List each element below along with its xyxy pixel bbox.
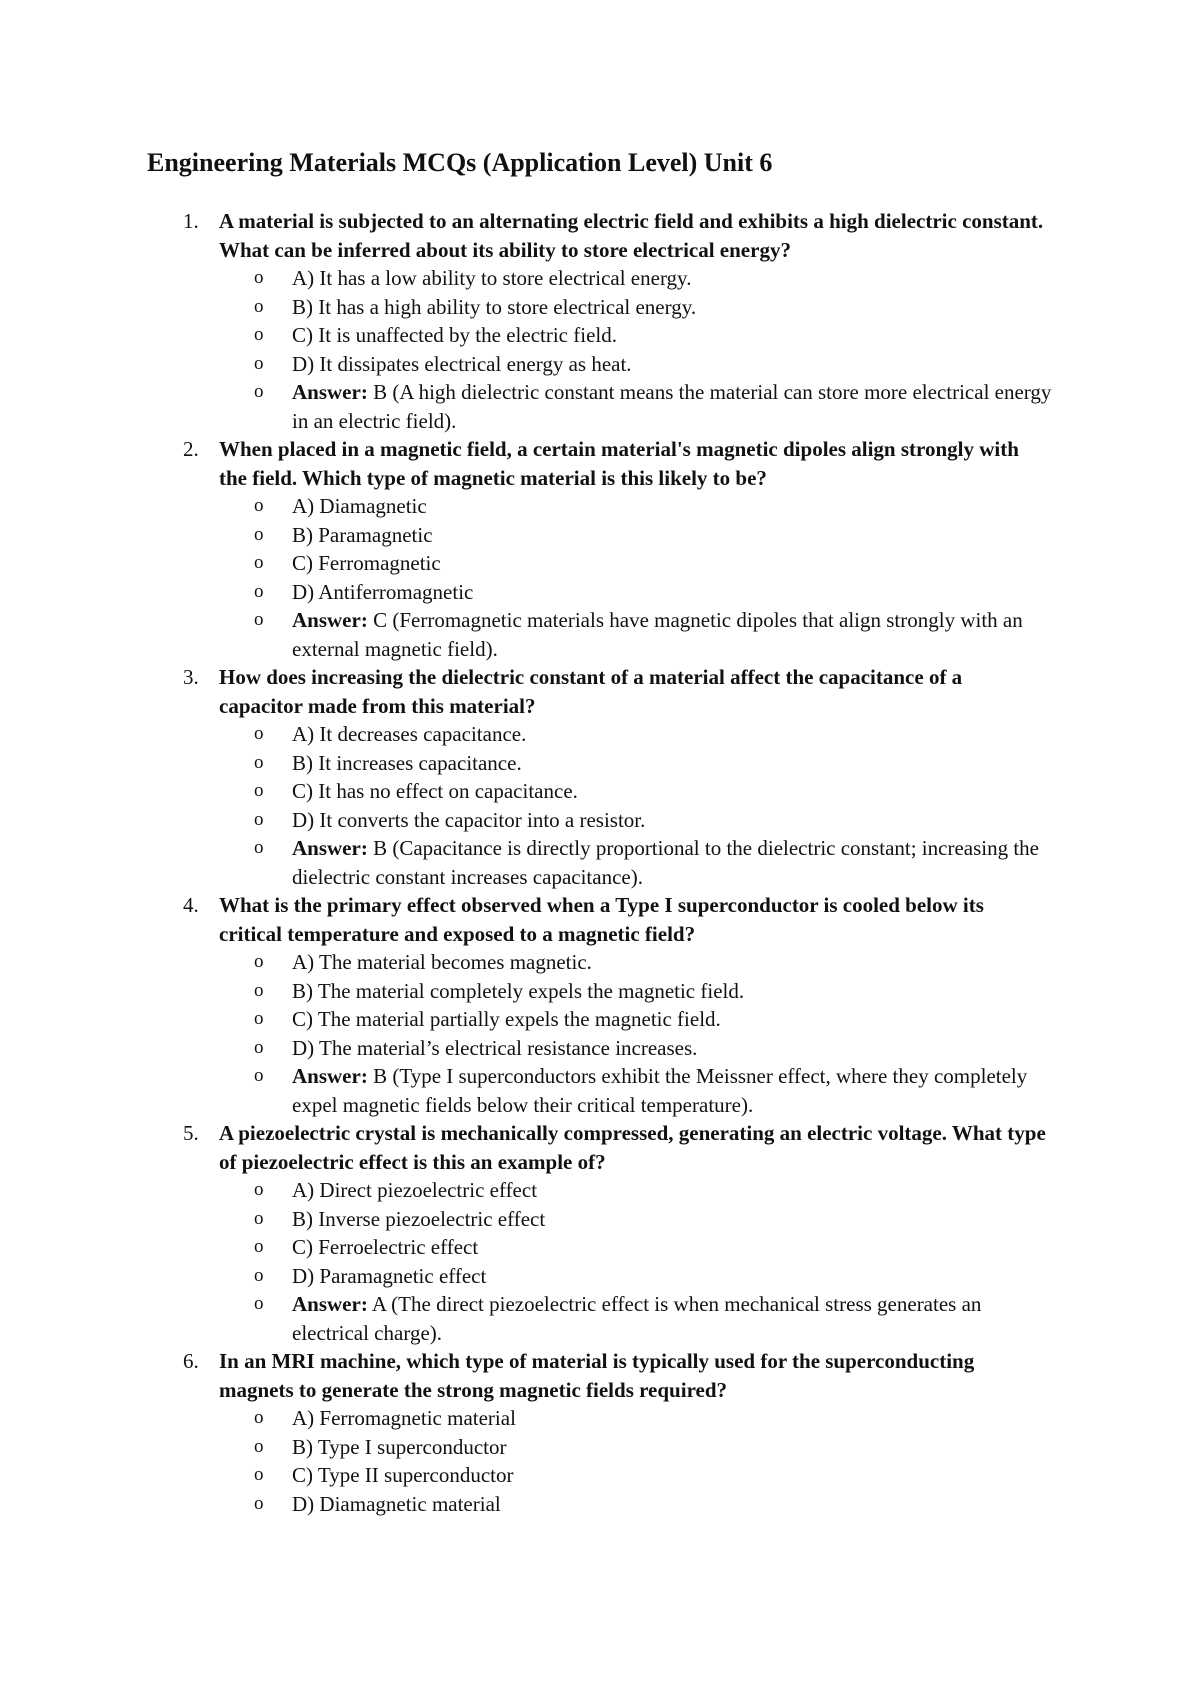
option-item: [254, 1034, 1052, 1063]
option-item: [254, 777, 1052, 806]
question-number: 3.: [183, 665, 199, 689]
answer-label: Answer:: [292, 380, 368, 404]
option-text: B) The material completely expels the magnetic field.: [292, 978, 745, 1003]
bullet-icon: o: [254, 552, 264, 573]
bullet-icon: o: [254, 1207, 264, 1229]
question-number: 4.: [183, 893, 199, 917]
bullet-icon: o: [254, 352, 264, 374]
option-item: [254, 1233, 1052, 1262]
option-item: [254, 549, 1052, 578]
bullet-icon: o: [254, 837, 264, 858]
option-item: [254, 321, 1052, 350]
option-text: C) The material partially expels the magnetic field.: [292, 1007, 721, 1031]
option-text: D) Diamagnetic material: [292, 1491, 501, 1516]
answer-text: C (Ferromagnetic materials have magnetic dipoles that align strongly with an external magnetic field).: [292, 608, 1023, 661]
question-number: 6.: [183, 1349, 199, 1373]
question-text: When placed in a magnetic field, a certain material's magnetic dipoles align strongly with the field. Which type of magnetic material is this likely to be?: [219, 437, 1019, 490]
option-text: C) Ferromagnetic: [292, 551, 441, 575]
answer-text: B (Capacitance is directly proportional to the dielectric constant; increasing the dielectric constant increases capacitance).: [292, 836, 1040, 889]
question-item: [0, 891, 1200, 1119]
option-text: B) It has a high ability to store electrical energy.: [292, 294, 697, 319]
answer-item: [254, 606, 1052, 663]
option-item: [254, 293, 1052, 322]
option-item: [254, 264, 1052, 293]
bullet-icon: o: [254, 295, 264, 317]
option-text: B) It increases capacitance.: [292, 750, 522, 775]
bullet-icon: o: [254, 1008, 264, 1029]
question-number: 1.: [183, 209, 199, 233]
bullet-icon: o: [254, 951, 264, 972]
question-item: [0, 1347, 1200, 1518]
bullet-icon: o: [254, 1492, 264, 1514]
bullet-icon: o: [254, 1293, 264, 1314]
bullet-icon: o: [254, 1179, 264, 1200]
option-text: B) Inverse piezoelectric effect: [292, 1206, 546, 1231]
option-text: D) It dissipates electrical energy as heat.: [292, 351, 632, 376]
bullet-icon: o: [254, 979, 264, 1001]
question-item: [0, 1119, 1200, 1347]
option-text: D) Antiferromagnetic: [292, 579, 474, 604]
option-text: A) Ferromagnetic material: [292, 1406, 516, 1430]
bullet-icon: o: [254, 381, 264, 402]
option-text: A) It decreases capacitance.: [292, 722, 527, 746]
option-text: A) Diamagnetic: [292, 494, 427, 518]
option-text: C) It has no effect on capacitance.: [292, 779, 578, 803]
option-text: D) It converts the capacitor into a resistor.: [292, 807, 646, 832]
option-item: [254, 749, 1052, 778]
bullet-icon: o: [254, 580, 264, 602]
option-list: [0, 1176, 1200, 1347]
option-text: A) It has a low ability to store electrical energy.: [292, 266, 692, 290]
bullet-icon: o: [254, 495, 264, 516]
answer-label: Answer:: [292, 1064, 368, 1088]
bullet-icon: o: [254, 808, 264, 830]
option-list: [0, 948, 1200, 1119]
option-list: [0, 492, 1200, 663]
option-item: [254, 1461, 1052, 1490]
answer-item: [254, 1062, 1052, 1119]
option-text: A) The material becomes magnetic.: [292, 950, 592, 974]
bullet-icon: o: [254, 267, 264, 288]
bullet-icon: o: [254, 324, 264, 345]
bullet-icon: o: [254, 1435, 264, 1457]
question-text: A piezoelectric crystal is mechanically compressed, generating an electric voltage. What type of piezoelectric effect is this an example of?: [219, 1121, 1046, 1174]
option-item: [254, 350, 1052, 379]
question-number: 2.: [183, 437, 199, 461]
question-number: 5.: [183, 1121, 199, 1145]
question-text: How does increasing the dielectric constant of a material affect the capacitance of a capacitor made from this material?: [219, 665, 963, 718]
option-item: [254, 1176, 1052, 1205]
question-item: [0, 663, 1200, 891]
bullet-icon: o: [254, 780, 264, 801]
option-item: [254, 1205, 1052, 1234]
option-text: B) Type I superconductor: [292, 1434, 507, 1459]
bullet-icon: o: [254, 523, 264, 545]
option-text: C) Type II superconductor: [292, 1463, 514, 1487]
option-list: [0, 720, 1200, 891]
bullet-icon: o: [254, 1464, 264, 1485]
option-item: [254, 1005, 1052, 1034]
question-text: What is the primary effect observed when a Type I superconductor is cooled below its critical temperature and exposed to a magnetic field?: [219, 893, 984, 946]
option-item: [254, 1262, 1052, 1291]
answer-item: [254, 834, 1052, 891]
answer-label: Answer:: [292, 1292, 368, 1316]
bullet-icon: o: [254, 1264, 264, 1286]
answer-label: Answer:: [292, 608, 368, 632]
option-text: C) It is unaffected by the electric field.: [292, 323, 617, 347]
question-text: In an MRI machine, which type of material is typically used for the superconducting magnets to generate the strong magnetic fields required?: [219, 1349, 975, 1402]
option-item: [254, 1433, 1052, 1462]
option-item: [254, 1490, 1052, 1519]
answer-item: [254, 378, 1052, 435]
option-item: [254, 492, 1052, 521]
document-title: Engineering Materials MCQs (Application Level) Unit 6: [147, 148, 773, 177]
option-list: [0, 1404, 1200, 1518]
question-item: [0, 207, 1200, 435]
answer-item: [254, 1290, 1052, 1347]
bullet-icon: o: [254, 723, 264, 744]
option-item: [254, 806, 1052, 835]
answer-text: A (The direct piezoelectric effect is when mechanical stress generates an electrical charge).: [292, 1292, 982, 1345]
option-text: B) Paramagnetic: [292, 522, 433, 547]
bullet-icon: o: [254, 751, 264, 773]
option-item: [254, 720, 1052, 749]
option-item: [254, 977, 1052, 1006]
bullet-icon: o: [254, 1407, 264, 1428]
option-item: [254, 521, 1052, 550]
option-item: [254, 1404, 1052, 1433]
answer-label: Answer:: [292, 836, 368, 860]
bullet-icon: o: [254, 1236, 264, 1257]
question-list: [0, 207, 1200, 1518]
bullet-icon: o: [254, 1036, 264, 1058]
answer-text: B (Type I superconductors exhibit the Meissner effect, where they completely expel magnetic fields below their critical temperature).: [292, 1064, 1028, 1117]
bullet-icon: o: [254, 1065, 264, 1086]
option-item: [254, 948, 1052, 977]
option-text: D) The material’s electrical resistance increases.: [292, 1035, 698, 1060]
option-text: D) Paramagnetic effect: [292, 1263, 487, 1288]
question-item: [0, 435, 1200, 663]
question-text: A material is subjected to an alternating electric field and exhibits a high dielectric constant. What can be inferred about its ability to store electrical energy?: [219, 209, 1044, 262]
option-text: C) Ferroelectric effect: [292, 1235, 479, 1259]
option-item: [254, 578, 1052, 607]
bullet-icon: o: [254, 609, 264, 630]
option-list: [0, 264, 1200, 435]
answer-text: B (A high dielectric constant means the material can store more electrical energy in an electric field).: [292, 380, 1052, 433]
option-text: A) Direct piezoelectric effect: [292, 1178, 538, 1202]
